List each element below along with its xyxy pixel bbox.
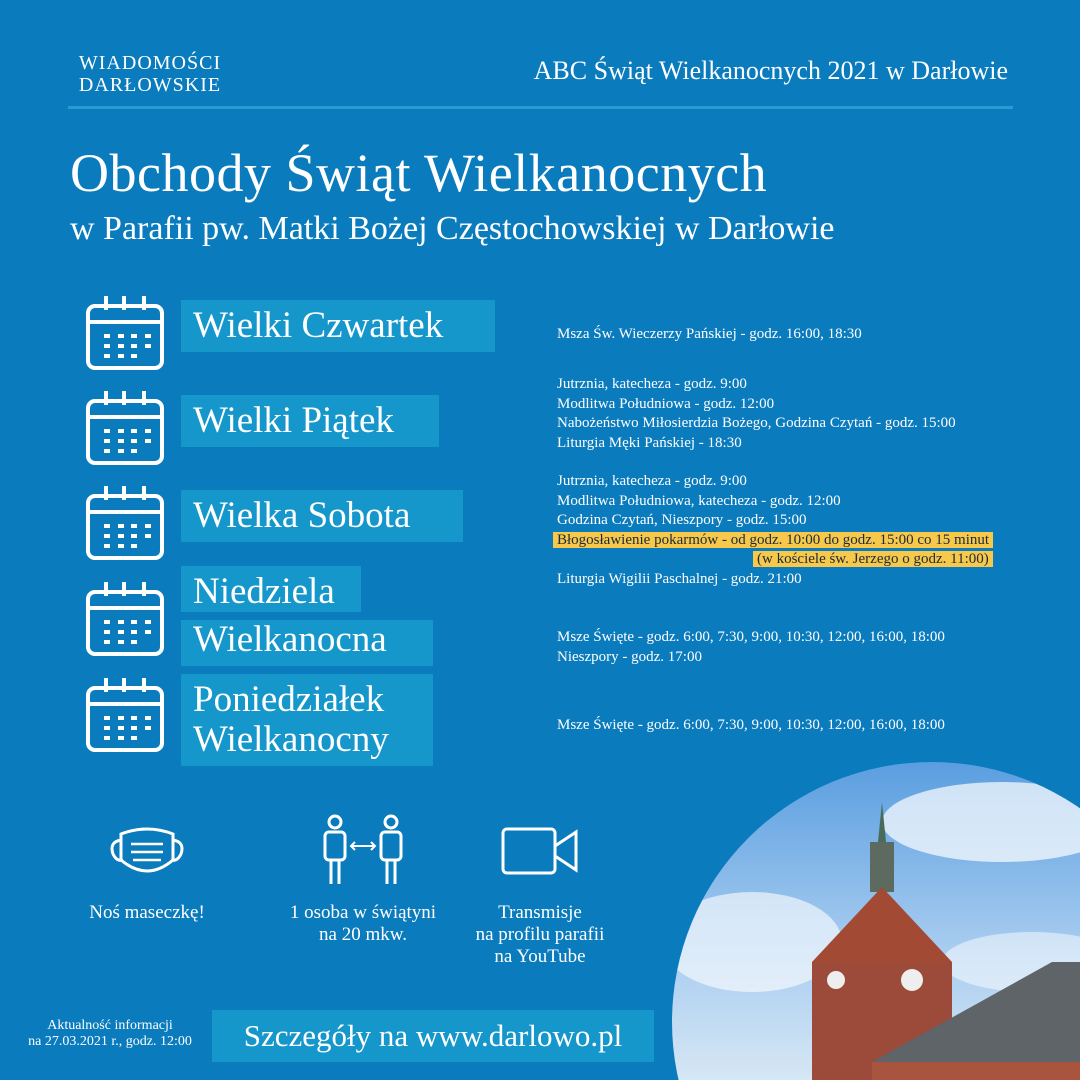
update-note	[10, 1018, 210, 1050]
calendar-icon	[86, 399, 164, 465]
rule-text: na profilu parafii	[475, 924, 605, 945]
schedule-line: Msze Święte - godz. 6:00, 7:30, 9:00, 10:30, 12:00, 16:00, 18:00	[557, 717, 945, 733]
details-link[interactable]: Szczegóły na www.darlowo.pl	[212, 1010, 654, 1062]
schedule-thursday	[557, 325, 862, 345]
day-label: Wielki Czwartek	[181, 300, 495, 352]
schedule-saturday	[557, 472, 993, 589]
video-camera-icon	[500, 826, 580, 876]
calendar-icon	[86, 494, 164, 560]
page-subtitle: w Parafii pw. Matki Bożej Częstochowskiej w Darłowie	[70, 210, 835, 247]
schedule-line: Msza Św. Wieczerzy Pańskiej - godz. 16:00, 18:30	[557, 326, 862, 342]
rule-stream	[450, 826, 630, 968]
highlight-blessing: Błogosławienie pokarmów - od godz. 10:00 do godz. 15:00 co 15 minut	[553, 532, 993, 548]
face-mask-icon	[107, 822, 187, 882]
schedule-line: Modlitwa Południowa, katecheza - godz. 12:00	[557, 492, 841, 509]
day-label: Niedziela	[181, 566, 361, 612]
logo-line2: DARŁOWSKIE	[78, 74, 222, 96]
schedule-monday	[557, 716, 945, 736]
highlight-church-note: (w kościele św. Jerzego o godz. 11:00)	[753, 551, 993, 567]
schedule-line: Liturgia Męki Pańskiej - 18:30	[557, 434, 742, 451]
day-thursday	[86, 298, 536, 374]
update-note-line1: Aktualność informacji	[47, 1018, 173, 1033]
church-photo	[672, 762, 1080, 1080]
schedule-line: Nieszpory - godz. 17:00	[557, 648, 702, 665]
day-friday	[86, 393, 536, 469]
schedule-line: Msze Święte - godz. 6:00, 7:30, 9:00, 10:30, 12:00, 16:00, 18:00	[557, 629, 945, 645]
rule-text: na 20 mkw.	[319, 924, 407, 945]
calendar-icon	[86, 304, 164, 370]
header-title: ABC Świąt Wielkanocnych 2021 w Darłowie	[533, 56, 1008, 85]
schedule-line: Jutrznia, katecheza - godz. 9:00	[557, 376, 747, 392]
page-title: Obchody Świąt Wielkanocnych	[70, 143, 768, 203]
rule-distance	[268, 814, 458, 946]
church-illustration	[672, 762, 1080, 1080]
day-label: Wielkanocny	[181, 720, 433, 766]
social-distance-icon	[321, 814, 405, 886]
schedule-line: Modlitwa Południowa - godz. 12:00	[557, 395, 775, 412]
schedule-line: Nabożeństwo Miłosierdzia Bożego, Godzina Czytań - godz. 15:00	[557, 415, 956, 431]
day-label: Wielkanocna	[181, 620, 433, 666]
schedule-line: Jutrznia, katecheza - godz. 9:00	[557, 473, 747, 489]
day-monday	[86, 679, 536, 760]
calendar-icon	[86, 686, 164, 752]
day-label: Wielka Sobota	[181, 490, 463, 542]
rule-text: Transmisje	[498, 902, 582, 923]
divider	[68, 106, 1013, 109]
rule-text: Noś maseczkę!	[89, 902, 205, 923]
schedule-line: Liturgia Wigilii Paschalnej - godz. 21:00	[557, 570, 802, 587]
schedule-line: Godzina Czytań, Nieszpory - godz. 15:00	[557, 512, 807, 528]
schedule-sunday	[557, 628, 945, 667]
day-label: Poniedziałek	[181, 674, 433, 720]
logo-line1: WIADOMOŚCI	[78, 52, 222, 74]
rule-mask	[62, 822, 232, 924]
logo	[70, 52, 230, 96]
rule-text: 1 osoba w świątyni	[289, 902, 437, 923]
update-note-line2: na 27.03.2021 r., godz. 12:00	[28, 1034, 192, 1049]
calendar-icon	[86, 590, 164, 656]
day-saturday	[86, 488, 536, 564]
rule-text: na YouTube	[494, 946, 586, 967]
schedule-friday	[557, 375, 956, 453]
day-label: Wielki Piątek	[181, 395, 439, 447]
day-sunday	[86, 571, 536, 660]
